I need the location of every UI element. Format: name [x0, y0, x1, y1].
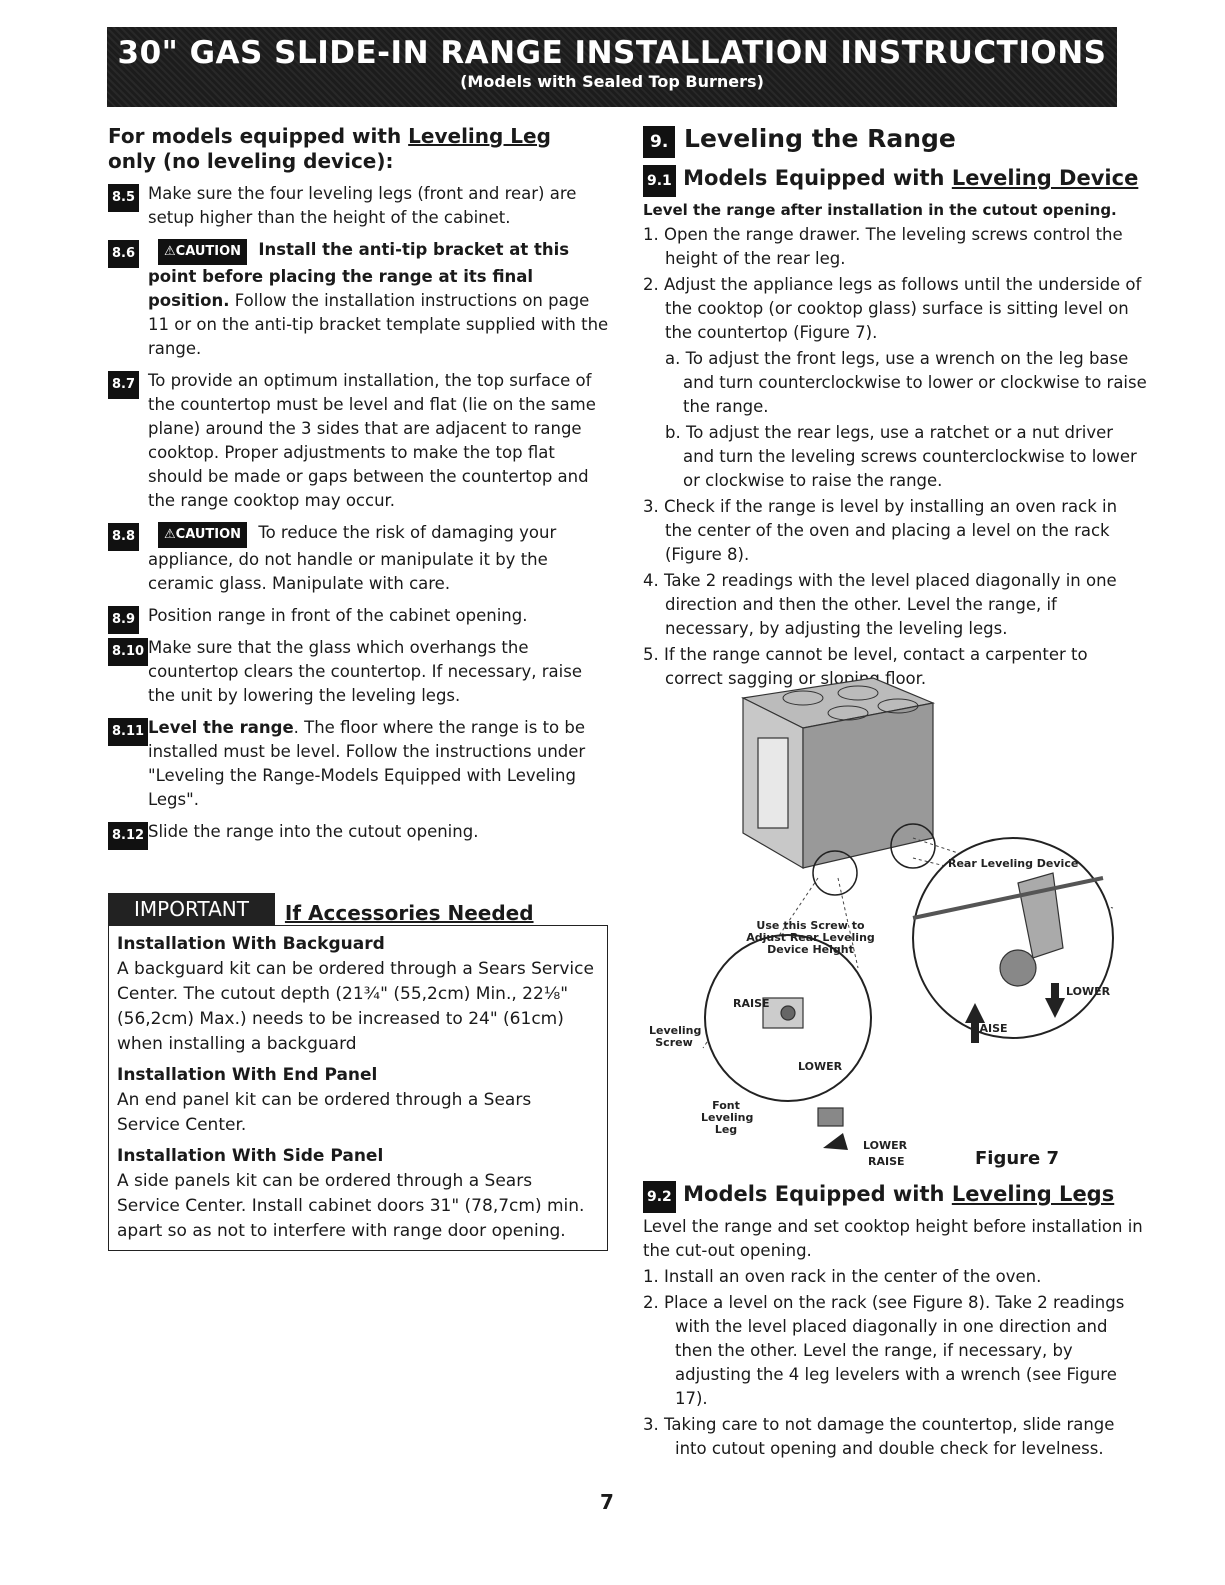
list-item: 5. If the range cannot be level, contact a carpenter to correct sagging or sloping floor. — [643, 645, 1088, 688]
important-header — [108, 893, 608, 925]
backguard-heading: Installation With Backguard — [117, 934, 385, 954]
list-item: b. To adjust the rear legs, use a ratchet or a nut driver and turn the leveling screws counterclockwise to lower or clockwise to raise the range. — [665, 423, 1137, 490]
raise-label-screw: RAISE — [733, 997, 770, 1010]
step-8-12: 8.12 Slide the range into the cutout opening. — [108, 820, 613, 844]
section-badge: 9.1 — [643, 165, 676, 197]
step-badge: 8.10 — [108, 638, 148, 666]
leveling-device-steps — [643, 223, 1148, 691]
page-subtitle: (Models with Sealed Top Burners) — [460, 72, 764, 91]
caution-badge: ⚠CAUTION — [158, 522, 247, 548]
section-badge: 9.2 — [643, 1181, 676, 1213]
leveling-legs-heading: 9.2 Models Equipped with Leveling Legs — [643, 1180, 1148, 1213]
title-banner — [107, 27, 1117, 107]
leveling-device-heading: 9.1 Models Equipped with Leveling Device — [643, 164, 1148, 197]
important-box — [108, 893, 608, 1251]
end-panel-heading: Installation With End Panel — [117, 1065, 378, 1085]
page-number: 7 — [600, 1490, 614, 1514]
side-panel-heading: Installation With Side Panel — [117, 1146, 384, 1166]
step-8-11: 8.11 Level the range. The floor where the range is to be installed must be level. Follow the instructions under "Leveling the Range-Models Equipped with Leveling Legs". — [108, 716, 613, 812]
step-badge: 8.5 — [108, 184, 139, 212]
lower-label-leg: LOWER — [863, 1139, 908, 1152]
list-item: 3. Check if the range is level by installing an oven rack in the center of the oven and placing a level on the rack (Figure 8). — [643, 497, 1118, 564]
lower-label-screw: LOWER — [798, 1060, 843, 1073]
figure-caption: Figure 7 — [975, 1148, 1060, 1169]
leveling-section-heading: 9. Leveling the Range — [643, 124, 1148, 158]
lower-label-rear: LOWER — [1066, 985, 1111, 998]
accessories-heading: If Accessories Needed — [284, 901, 534, 925]
caution-badge: ⚠CAUTION — [158, 239, 247, 265]
right-column — [643, 124, 1148, 693]
step-badge: 8.9 — [108, 606, 139, 634]
leveling-legs-intro: Level the range and set cooktop height before installation in the cut-out opening. — [643, 1217, 1143, 1260]
step-badge: 8.8 — [108, 523, 139, 551]
step-badge: 8.11 — [108, 718, 148, 746]
step-badge: 8.6 — [108, 240, 139, 268]
list-item: 1. Install an oven rack in the center of the oven. — [643, 1267, 1042, 1286]
left-column — [108, 124, 613, 852]
leveling-leg-heading: For models equipped with Leveling Leg only (no leveling device): — [108, 124, 551, 173]
step-badge: 8.12 — [108, 822, 148, 850]
list-item: 3. Taking care to not damage the countertop, slide range into cutout opening and double check for levelness. — [643, 1415, 1115, 1458]
step-8-5: 8.5 Make sure the four leveling legs (front and rear) are setup higher than the height of the cabinet. — [108, 182, 613, 230]
front-leg-label: Font Leveling Leg — [701, 1099, 754, 1136]
range-leveling-diagram — [643, 668, 1123, 1158]
important-body — [108, 925, 608, 1251]
rear-leveling-label: Rear Leveling Device — [948, 857, 1079, 870]
raise-label-leg: RAISE — [868, 1155, 905, 1168]
raise-label-rear: RAISE — [971, 1022, 1008, 1035]
step-badge: 8.7 — [108, 371, 139, 399]
end-panel-text: An end panel kit can be ordered through a Sears Service Center. — [117, 1090, 532, 1135]
use-screw-label: Use this Screw to Adjust Rear Leveling Device Height — [746, 919, 875, 956]
step-8-9: 8.9 Position range in front of the cabinet opening. — [108, 604, 613, 628]
backguard-text: A backguard kit can be ordered through a Sears Service Center. The cutout depth (21¾" (55,2cm) Min., 22⅛" (56,2cm) Max.) needs to be increased to 24" (61cm) when installing a backguard — [117, 959, 594, 1054]
list-item: a. To adjust the front legs, use a wrench on the leg base and turn counterclockwise to lower or clockwise to raise the range. — [665, 349, 1147, 416]
step-8-7: 8.7 To provide an optimum installation, the top surface of the countertop must be level and flat (lie on the same plane) around the 3 sides that are adjacent to range cooktop. Proper adjustments to make the top flat should be made or gaps between the countertop and the range cooktop may occur. — [108, 369, 613, 513]
list-item: 2. Place a level on the rack (see Figure 8). Take 2 readings with the level placed diagonally in one direction and then the other. Level the range, if necessary, by adjusting the 4 leg levelers with a wrench (see Figure 17). — [643, 1293, 1125, 1408]
important-label: IMPORTANT — [108, 893, 275, 925]
section-badge: 9. — [643, 126, 675, 158]
list-item: 1. Open the range drawer. The leveling screws control the height of the rear leg. — [643, 225, 1123, 268]
list-item: 4. Take 2 readings with the level placed diagonally in one direction and then the other. Level the range, if necessary, by adjusting the leveling legs. — [643, 571, 1117, 638]
step-8-8: 8.8 ⚠CAUTION To reduce the risk of damaging your appliance, do not handle or manipulate it by the ceramic glass. Manipulate with care. — [108, 521, 613, 596]
list-item: 2. Adjust the appliance legs as follows until the underside of the cooktop (or cooktop glass) surface is sitting level on the countertop (Figure 7). — [643, 275, 1142, 342]
leveling-legs-steps — [643, 1265, 1148, 1461]
step-8-6: 8.6 ⚠CAUTION Install the anti-tip bracket at this point before placing the range at its final position. Follow the installation instructions on page 11 or on the anti-tip bracket template supplied with the range. — [108, 238, 613, 361]
page-title: 30" GAS SLIDE-IN RANGE INSTALLATION INSTRUCTIONS — [117, 35, 1107, 71]
step-8-10: 8.10 Make sure that the glass which overhangs the countertop clears the countertop. If necessary, raise the unit by lowering the leveling legs. — [108, 636, 613, 708]
leveling-legs-section — [643, 1180, 1148, 1463]
leveling-note: Level the range after installation in the cutout opening. — [643, 201, 1117, 219]
leveling-screw-label: Leveling Screw — [649, 1024, 702, 1049]
side-panel-text: A side panels kit can be ordered through a Sears Service Center. Install cabinet doors 31" (78,7cm) min. apart so as not to interfere with range door opening. — [117, 1171, 585, 1241]
